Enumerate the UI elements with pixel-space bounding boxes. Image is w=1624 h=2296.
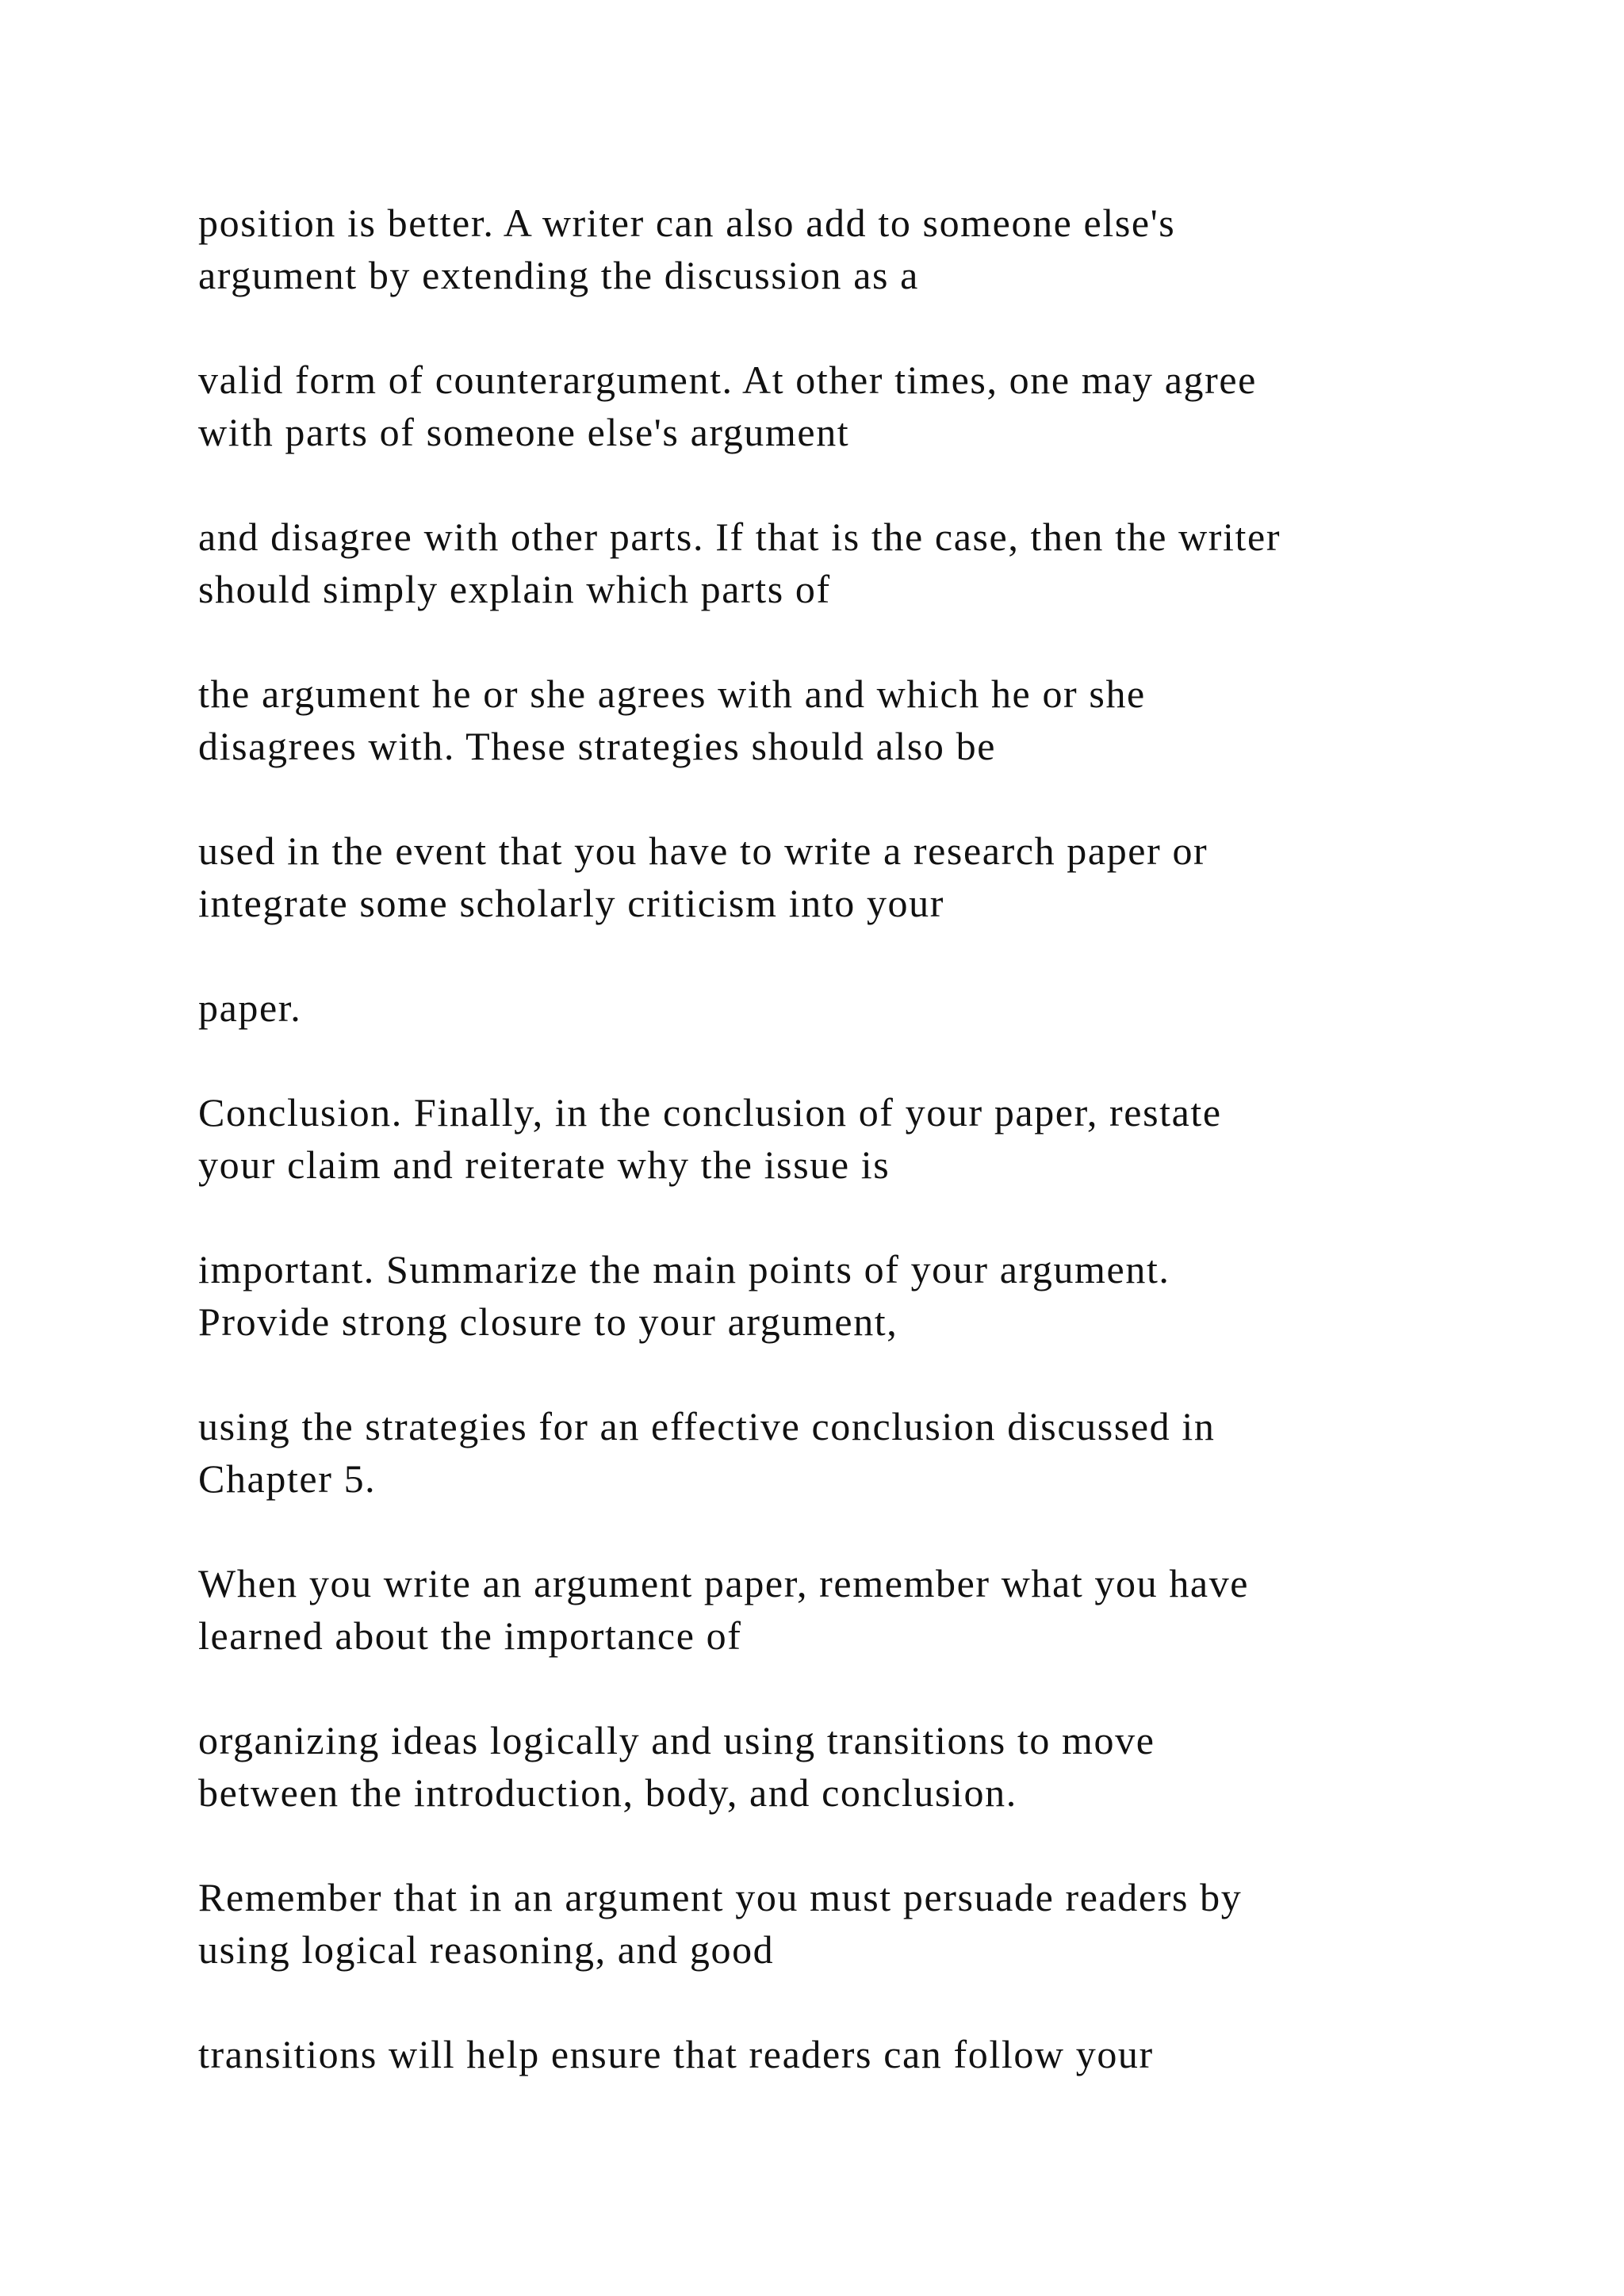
- text-line: transitions will help ensure that readers can follow your: [198, 2032, 1154, 2076]
- document-body: [198, 197, 1507, 2133]
- text-line: your claim and reiterate why the issue is: [198, 1142, 891, 1187]
- text-line: with parts of someone else's argument: [198, 410, 850, 454]
- text-line: argument by extending the discussion as a: [198, 253, 919, 297]
- text-line: disagrees with. These strategies should also be: [198, 724, 997, 768]
- paragraph: [198, 1086, 1507, 1191]
- paragraph: [198, 1243, 1507, 1348]
- text-line: the argument he or she agrees with and which he or she: [198, 672, 1146, 716]
- paragraph: [198, 1557, 1507, 1662]
- paragraph: [198, 511, 1507, 615]
- text-line: integrate some scholarly criticism into your: [198, 881, 945, 925]
- text-line: should simply explain which parts of: [198, 567, 831, 611]
- paragraph: [198, 1871, 1507, 1976]
- text-line: Provide strong closure to your argument,: [198, 1299, 898, 1344]
- paragraph: [198, 2028, 1507, 2080]
- paragraph: [198, 1400, 1507, 1505]
- text-line: learned about the importance of: [198, 1613, 742, 1658]
- text-line: valid form of counterargument. At other times, one may agree: [198, 358, 1257, 402]
- paragraph: [198, 354, 1507, 458]
- text-line: important. Summarize the main points of your argument.: [198, 1247, 1170, 1292]
- text-line: using the strategies for an effective conclusion discussed in: [198, 1404, 1216, 1448]
- text-line: Remember that in an argument you must persuade readers by: [198, 1875, 1243, 1919]
- paragraph: [198, 1714, 1507, 1819]
- paragraph: [198, 982, 1507, 1034]
- text-line: using logical reasoning, and good: [198, 1927, 775, 1972]
- paragraph: [198, 197, 1507, 301]
- paragraph: [198, 668, 1507, 772]
- text-line: and disagree with other parts. If that is the case, then the writer: [198, 515, 1281, 559]
- text-line: between the introduction, body, and conclusion.: [198, 1770, 1017, 1815]
- text-line: Chapter 5.: [198, 1456, 377, 1501]
- paragraph: [198, 825, 1507, 929]
- text-line: organizing ideas logically and using transitions to move: [198, 1718, 1155, 1762]
- text-line: When you write an argument paper, remember what you have: [198, 1561, 1250, 1605]
- text-line: Conclusion. Finally, in the conclusion of your paper, restate: [198, 1090, 1222, 1135]
- text-line: used in the event that you have to write a research paper or: [198, 828, 1208, 873]
- text-line: position is better. A writer can also add to someone else's: [198, 201, 1176, 245]
- text-line: paper.: [198, 985, 302, 1030]
